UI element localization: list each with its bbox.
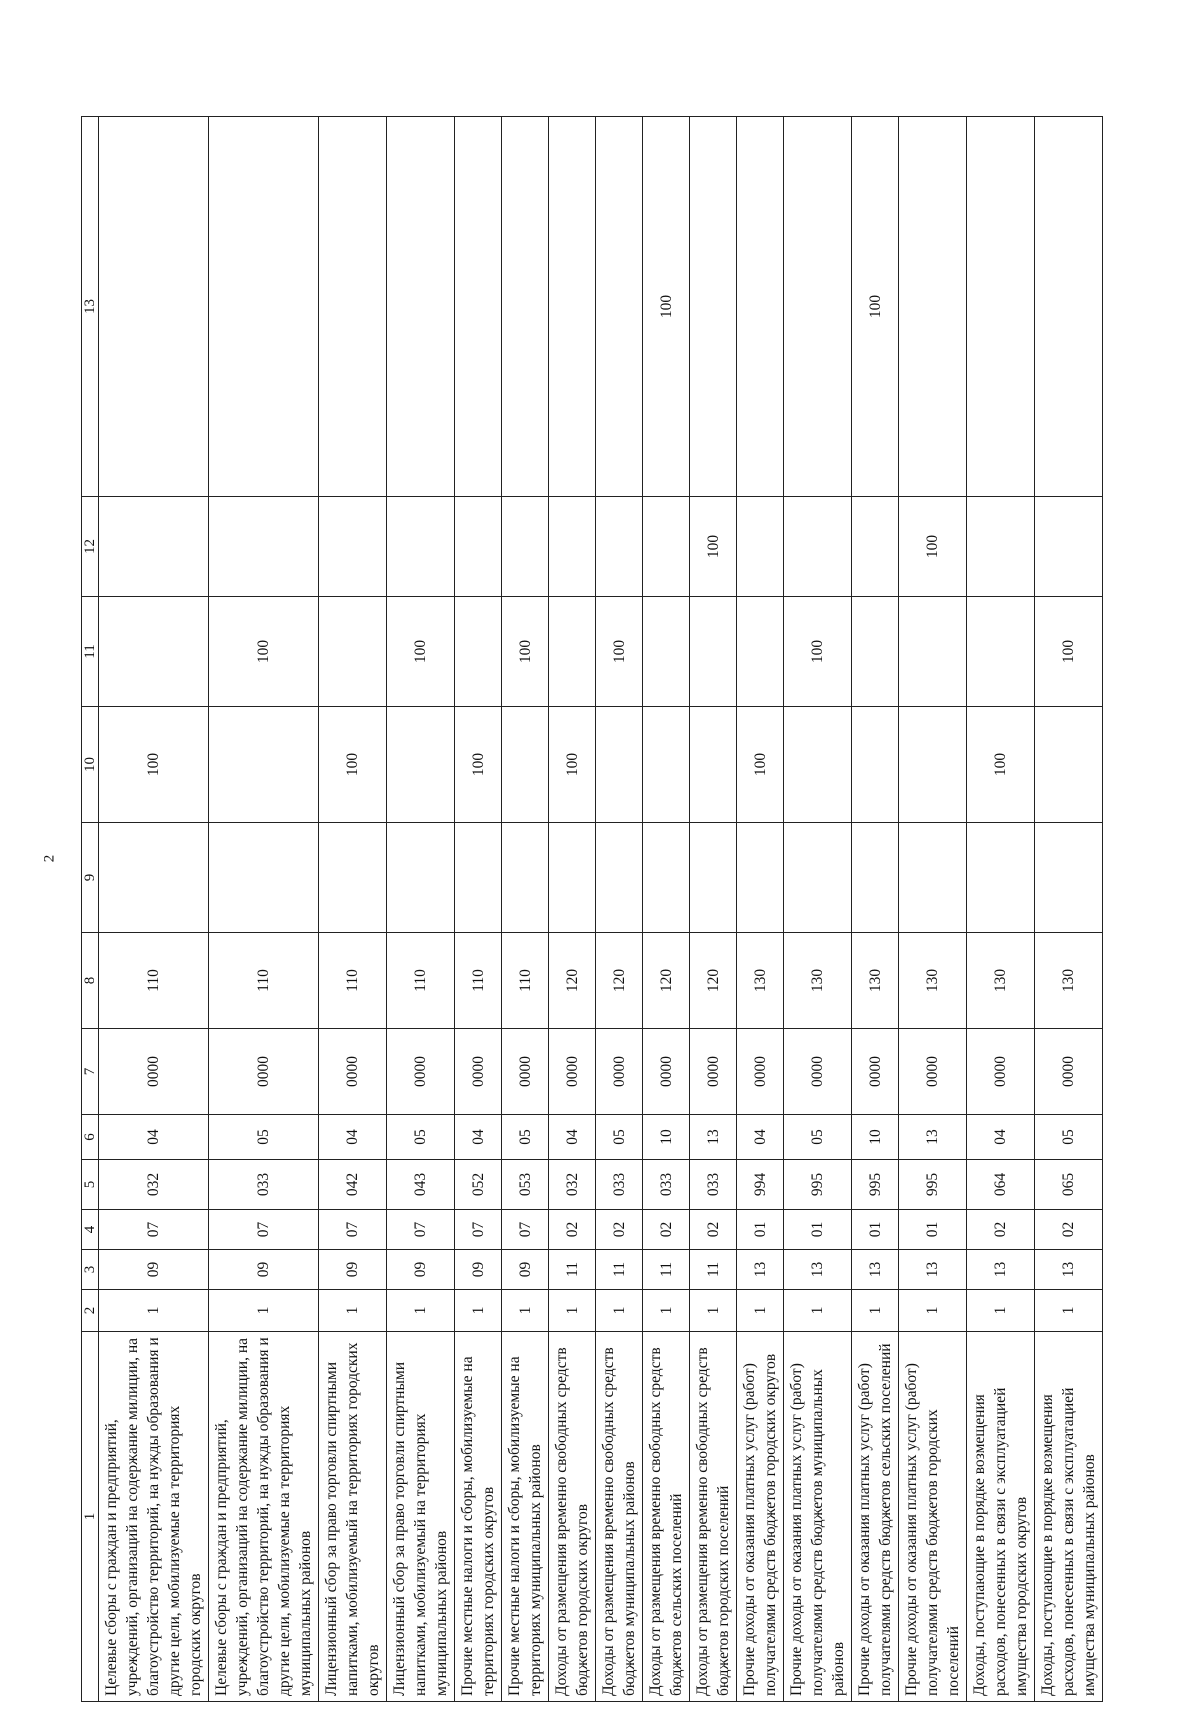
cell-c7: 0000: [1035, 1029, 1103, 1115]
cell-c4: 02: [643, 1210, 690, 1250]
income-name-cell: Доходы от размещения временно свободных средств бюджетов сельских поселений: [643, 1332, 690, 1702]
column-header: 7: [82, 1029, 99, 1115]
cell-c10: 100: [967, 707, 1035, 823]
cell-c5: 032: [99, 1160, 209, 1210]
cell-c4: 01: [852, 1210, 899, 1250]
cell-c2: 1: [99, 1290, 209, 1332]
cell-c13: 100: [852, 117, 899, 497]
income-name-cell: Прочие доходы от оказания платных услуг (работ) получателями средств бюджетов муниципальных районов: [784, 1332, 852, 1702]
table-row: [387, 117, 455, 1702]
cell-c10: 100: [737, 707, 784, 823]
cell-c6: 04: [455, 1115, 502, 1160]
cell-c4: 07: [99, 1210, 209, 1250]
cell-c3: 11: [690, 1250, 737, 1290]
cell-c9: [502, 823, 549, 933]
cell-c3: 13: [967, 1250, 1035, 1290]
cell-c13: [387, 117, 455, 497]
cell-c11: [319, 597, 387, 707]
cell-c5: 995: [852, 1160, 899, 1210]
cell-c13: [690, 117, 737, 497]
table-row: [455, 117, 502, 1702]
cell-c2: 1: [319, 1290, 387, 1332]
page-number: 2: [41, 854, 58, 863]
cell-c5: 032: [549, 1160, 596, 1210]
income-name-cell: Целевые сборы с граждан и предприятий, учреждений, организаций на содержание милиции, на благоустройство территорий, на нужды образования и другие цели, мобилизуемые на территориях городских округов: [99, 1332, 209, 1702]
cell-c4: 07: [502, 1210, 549, 1250]
cell-c10: [690, 707, 737, 823]
column-header: 5: [82, 1160, 99, 1210]
cell-c6: 05: [1035, 1115, 1103, 1160]
cell-c6: 10: [852, 1115, 899, 1160]
table-row: [99, 117, 209, 1702]
cell-c6: 05: [784, 1115, 852, 1160]
cell-c3: 11: [549, 1250, 596, 1290]
cell-c3: 13: [737, 1250, 784, 1290]
income-name-cell: Доходы, поступающие в порядке возмещения расходов, понесенных в связи с эксплуатацией имущества городских округов: [967, 1332, 1035, 1702]
income-name-cell: Прочие доходы от оказания платных услуг (работ) получателями средств бюджетов городских поселений: [899, 1332, 967, 1702]
cell-c2: 1: [967, 1290, 1035, 1332]
cell-c9: [852, 823, 899, 933]
cell-c8: 120: [549, 933, 596, 1029]
cell-c8: 130: [967, 933, 1035, 1029]
cell-c9: [596, 823, 643, 933]
cell-c8: 130: [737, 933, 784, 1029]
income-name-cell: Доходы от размещения временно свободных средств бюджетов городских поселений: [690, 1332, 737, 1702]
column-header: 2: [82, 1290, 99, 1332]
cell-c4: 07: [455, 1210, 502, 1250]
cell-c12: [319, 497, 387, 597]
column-header: 6: [82, 1115, 99, 1160]
column-header: 13: [82, 117, 99, 497]
cell-c10: 100: [549, 707, 596, 823]
cell-c8: 110: [455, 933, 502, 1029]
cell-c8: 120: [690, 933, 737, 1029]
income-name-cell: Прочие местные налоги и сборы, мобилизуемые на территориях муниципальных районов: [502, 1332, 549, 1702]
cell-c2: 1: [690, 1290, 737, 1332]
income-name-cell: Прочие местные налоги и сборы, мобилизуемые на территориях городских округов: [455, 1332, 502, 1702]
cell-c5: 995: [899, 1160, 967, 1210]
cell-c13: [99, 117, 209, 497]
cell-c12: 100: [690, 497, 737, 597]
cell-c7: 0000: [899, 1029, 967, 1115]
cell-c12: [209, 497, 319, 597]
cell-c4: 02: [1035, 1210, 1103, 1250]
income-name-cell: Прочие доходы от оказания платных услуг (работ) получателями средств бюджетов сельских поселений: [852, 1332, 899, 1702]
cell-c7: 0000: [99, 1029, 209, 1115]
cell-c2: 1: [852, 1290, 899, 1332]
cell-c8: 110: [387, 933, 455, 1029]
cell-c5: 033: [643, 1160, 690, 1210]
cell-c7: 0000: [387, 1029, 455, 1115]
table-row: [737, 117, 784, 1702]
cell-c4: 01: [899, 1210, 967, 1250]
cell-c7: 0000: [502, 1029, 549, 1115]
cell-c3: 09: [455, 1250, 502, 1290]
cell-c13: [209, 117, 319, 497]
cell-c4: 01: [737, 1210, 784, 1250]
cell-c8: 120: [596, 933, 643, 1029]
cell-c9: [99, 823, 209, 933]
cell-c2: 1: [209, 1290, 319, 1332]
cell-c2: 1: [387, 1290, 455, 1332]
cell-c8: 130: [899, 933, 967, 1029]
cell-c3: 13: [784, 1250, 852, 1290]
table-row: [549, 117, 596, 1702]
cell-c5: 042: [319, 1160, 387, 1210]
cell-c9: [1035, 823, 1103, 933]
cell-c9: [387, 823, 455, 933]
cell-c5: 995: [784, 1160, 852, 1210]
cell-c11: 100: [502, 597, 549, 707]
table-row: [690, 117, 737, 1702]
cell-c3: 13: [1035, 1250, 1103, 1290]
cell-c12: [967, 497, 1035, 597]
cell-c3: 09: [502, 1250, 549, 1290]
cell-c7: 0000: [690, 1029, 737, 1115]
cell-c4: 02: [549, 1210, 596, 1250]
cell-c13: [1035, 117, 1103, 497]
cell-c12: [502, 497, 549, 597]
cell-c4: 01: [784, 1210, 852, 1250]
cell-c9: [784, 823, 852, 933]
cell-c11: 100: [596, 597, 643, 707]
cell-c12: [737, 497, 784, 597]
cell-c11: [737, 597, 784, 707]
cell-c9: [319, 823, 387, 933]
cell-c8: 110: [502, 933, 549, 1029]
cell-c11: [99, 597, 209, 707]
cell-c3: 09: [209, 1250, 319, 1290]
cell-c4: 02: [967, 1210, 1035, 1250]
table-row: [1035, 117, 1103, 1702]
table-row: [209, 117, 319, 1702]
cell-c9: [899, 823, 967, 933]
cell-c2: 1: [1035, 1290, 1103, 1332]
cell-c5: 065: [1035, 1160, 1103, 1210]
cell-c13: [737, 117, 784, 497]
cell-c6: 04: [99, 1115, 209, 1160]
cell-c3: 09: [99, 1250, 209, 1290]
cell-c3: 13: [899, 1250, 967, 1290]
cell-c8: 130: [1035, 933, 1103, 1029]
cell-c9: [690, 823, 737, 933]
income-name-cell: Доходы, поступающие в порядке возмещения расходов, понесенных в связи с эксплуатацией имущества муниципальных районов: [1035, 1332, 1103, 1702]
table-row: [899, 117, 967, 1702]
table-row: [596, 117, 643, 1702]
cell-c11: [455, 597, 502, 707]
cell-c2: 1: [549, 1290, 596, 1332]
cell-c13: [549, 117, 596, 497]
cell-c10: 100: [99, 707, 209, 823]
cell-c8: 110: [99, 933, 209, 1029]
cell-c4: 07: [209, 1210, 319, 1250]
cell-c10: [899, 707, 967, 823]
cell-c2: 1: [643, 1290, 690, 1332]
cell-c6: 04: [737, 1115, 784, 1160]
cell-c13: [319, 117, 387, 497]
cell-c13: [784, 117, 852, 497]
cell-c11: [690, 597, 737, 707]
table-row: [967, 117, 1035, 1702]
cell-c6: 05: [502, 1115, 549, 1160]
cell-c12: [1035, 497, 1103, 597]
cell-c7: 0000: [737, 1029, 784, 1115]
cell-c7: 0000: [596, 1029, 643, 1115]
cell-c12: [387, 497, 455, 597]
cell-c5: 994: [737, 1160, 784, 1210]
cell-c2: 1: [596, 1290, 643, 1332]
cell-c4: 07: [387, 1210, 455, 1250]
cell-c6: 13: [899, 1115, 967, 1160]
cell-c10: [784, 707, 852, 823]
cell-c8: 130: [852, 933, 899, 1029]
cell-c12: [549, 497, 596, 597]
cell-c13: [455, 117, 502, 497]
cell-c4: 07: [319, 1210, 387, 1250]
cell-c10: [643, 707, 690, 823]
cell-c2: 1: [899, 1290, 967, 1332]
cell-c9: [209, 823, 319, 933]
cell-c12: [455, 497, 502, 597]
column-header: 1: [82, 1332, 99, 1702]
cell-c7: 0000: [967, 1029, 1035, 1115]
cell-c6: 10: [643, 1115, 690, 1160]
cell-c8: 130: [784, 933, 852, 1029]
cell-c8: 110: [319, 933, 387, 1029]
cell-c11: [967, 597, 1035, 707]
cell-c5: 043: [387, 1160, 455, 1210]
table-row: [319, 117, 387, 1702]
cell-c13: [596, 117, 643, 497]
cell-c7: 0000: [209, 1029, 319, 1115]
cell-c11: [899, 597, 967, 707]
cell-c4: 02: [596, 1210, 643, 1250]
table-row: [852, 117, 899, 1702]
cell-c7: 0000: [852, 1029, 899, 1115]
cell-c12: 100: [899, 497, 967, 597]
column-header: 12: [82, 497, 99, 597]
cell-c5: 033: [690, 1160, 737, 1210]
table-row: [502, 117, 549, 1702]
cell-c12: [784, 497, 852, 597]
cell-c11: [643, 597, 690, 707]
income-name-cell: Прочие доходы от оказания платных услуг (работ) получателями средств бюджетов городских округов: [737, 1332, 784, 1702]
cell-c10: [502, 707, 549, 823]
cell-c10: [852, 707, 899, 823]
cell-c11: 100: [1035, 597, 1103, 707]
cell-c10: [387, 707, 455, 823]
cell-c7: 0000: [455, 1029, 502, 1115]
cell-c11: 100: [209, 597, 319, 707]
income-name-cell: Лицензионный сбор за право торговли спиртными напитками, мобилизуемый на территориях городских округов: [319, 1332, 387, 1702]
cell-c3: 09: [387, 1250, 455, 1290]
cell-c5: 052: [455, 1160, 502, 1210]
column-header: 3: [82, 1250, 99, 1290]
cell-c2: 1: [784, 1290, 852, 1332]
column-header: 4: [82, 1210, 99, 1250]
cell-c7: 0000: [549, 1029, 596, 1115]
cell-c13: [967, 117, 1035, 497]
table-body: [99, 117, 1103, 1702]
cell-c5: 053: [502, 1160, 549, 1210]
rotated-page-content: [81, 117, 1111, 1702]
income-name-cell: Целевые сборы с граждан и предприятий, учреждений, организаций на содержание милиции, на благоустройство территорий, на нужды образования и другие цели, мобилизуемые на территориях муниципальных районов: [209, 1332, 319, 1702]
cell-c3: 13: [852, 1250, 899, 1290]
cell-c8: 110: [209, 933, 319, 1029]
income-name-cell: Доходы от размещения временно свободных средств бюджетов городских округов: [549, 1332, 596, 1702]
cell-c7: 0000: [643, 1029, 690, 1115]
cell-c13: [899, 117, 967, 497]
cell-c11: 100: [387, 597, 455, 707]
cell-c10: [1035, 707, 1103, 823]
cell-c2: 1: [455, 1290, 502, 1332]
cell-c9: [643, 823, 690, 933]
cell-c5: 064: [967, 1160, 1035, 1210]
cell-c4: 02: [690, 1210, 737, 1250]
cell-c2: 1: [502, 1290, 549, 1332]
cell-c11: 100: [784, 597, 852, 707]
cell-c9: [967, 823, 1035, 933]
cell-c6: 05: [387, 1115, 455, 1160]
cell-c3: 11: [643, 1250, 690, 1290]
cell-c9: [549, 823, 596, 933]
cell-c12: [643, 497, 690, 597]
cell-c2: 1: [737, 1290, 784, 1332]
cell-c9: [455, 823, 502, 933]
column-header: 11: [82, 597, 99, 707]
cell-c3: 11: [596, 1250, 643, 1290]
cell-c5: 033: [209, 1160, 319, 1210]
table-row: [784, 117, 852, 1702]
cell-c9: [737, 823, 784, 933]
column-header: 10: [82, 707, 99, 823]
cell-c13: [502, 117, 549, 497]
column-header: 8: [82, 933, 99, 1029]
cell-c13: 100: [643, 117, 690, 497]
column-header: 9: [82, 823, 99, 933]
cell-c5: 033: [596, 1160, 643, 1210]
cell-c6: 13: [690, 1115, 737, 1160]
cell-c12: [852, 497, 899, 597]
header-row: [82, 117, 99, 1702]
cell-c6: 04: [967, 1115, 1035, 1160]
cell-c8: 120: [643, 933, 690, 1029]
cell-c11: [549, 597, 596, 707]
cell-c6: 04: [319, 1115, 387, 1160]
cell-c7: 0000: [784, 1029, 852, 1115]
cell-c10: [596, 707, 643, 823]
cell-c6: 05: [596, 1115, 643, 1160]
cell-c10: 100: [455, 707, 502, 823]
cell-c10: [209, 707, 319, 823]
cell-c6: 04: [549, 1115, 596, 1160]
budget-income-table: [81, 116, 1103, 1702]
cell-c12: [596, 497, 643, 597]
cell-c6: 05: [209, 1115, 319, 1160]
cell-c10: 100: [319, 707, 387, 823]
cell-c7: 0000: [319, 1029, 387, 1115]
income-name-cell: Лицензионный сбор за право торговли спиртными напитками, мобилизуемый на территориях муниципальных районов: [387, 1332, 455, 1702]
cell-c12: [99, 497, 209, 597]
cell-c3: 09: [319, 1250, 387, 1290]
cell-c11: [852, 597, 899, 707]
table-row: [643, 117, 690, 1702]
income-name-cell: Доходы от размещения временно свободных средств бюджетов муниципальных районов: [596, 1332, 643, 1702]
